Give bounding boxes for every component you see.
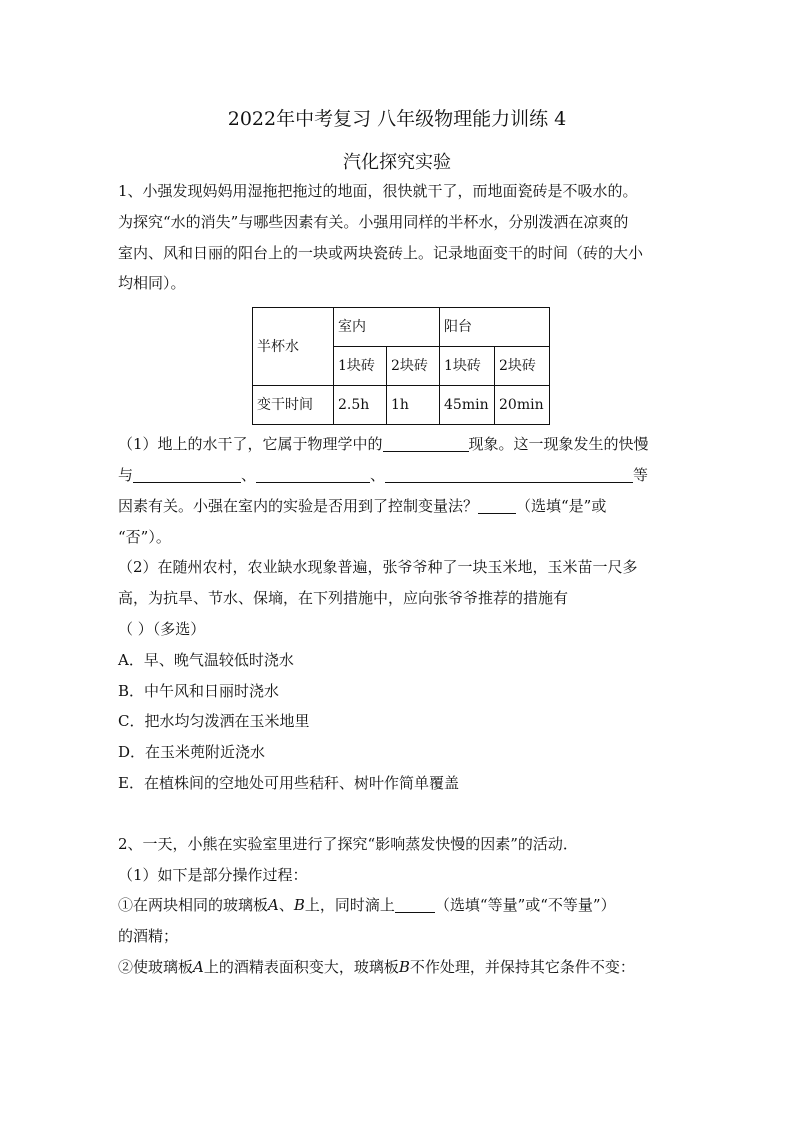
option-a: A．早、晚气温较低时浇水 bbox=[118, 650, 294, 669]
q1-part1-text-b: 现象。这一现象发生的快慢 bbox=[468, 435, 649, 454]
q1-intro-line-3: 室内、风和日丽的阳台上的一块或两块瓷砖上。记录地面变干的时间（砖的大小 bbox=[118, 243, 644, 262]
answer-blank-amount[interactable] bbox=[395, 894, 435, 913]
q1-part1-text-e: 因素有关。小强在室内的实验是否用到了控制变量法？ bbox=[118, 496, 479, 515]
q1-intro-line-4: 均相同）。 bbox=[118, 274, 186, 293]
q1-part1-text-a: （1）地上的水干了，它属于物理学中的 bbox=[118, 435, 383, 454]
q2-step2 bbox=[118, 952, 678, 983]
q2-intro: 2、一天，小熊在实验室里进行了探究“影响蒸发快慢的因素”的活动． bbox=[118, 834, 578, 853]
option-b: B．中午风和日丽时浇水 bbox=[118, 681, 280, 700]
plate-a-label: A bbox=[268, 896, 279, 915]
table-time-2: 1h bbox=[387, 386, 440, 425]
q2-step1-line-1 bbox=[118, 890, 678, 921]
plate-b-label-2: B bbox=[398, 957, 410, 976]
q2-step1-text-b: 上，同时滴上 bbox=[304, 896, 395, 915]
answer-blank-factor-1[interactable] bbox=[133, 464, 241, 483]
q2-step2-text-b: 上的酒精表面积变大，玻璃板 bbox=[203, 957, 399, 976]
q1-intro-line-1: 1、小强发现妈妈用湿拖把拖过的地面，很快就干了，而地面瓷砖是不吸水的。 bbox=[118, 182, 638, 200]
page-title: 2022年中考复习 八年级物理能力训练 4 bbox=[227, 108, 567, 130]
q2-part1: （1）如下是部分操作过程： bbox=[118, 865, 308, 884]
q2-step1-text-c: （选填“等量”或“不等量”） bbox=[434, 896, 616, 915]
table-time-1: 2.5h bbox=[334, 386, 387, 425]
q1-part1-line-2 bbox=[118, 460, 678, 491]
option-e: E．在植株间的空地处可用些秸秆、树叶作简单覆盖 bbox=[118, 773, 459, 792]
q1-part1-text-d: 等 bbox=[633, 465, 649, 484]
separator-2: 、 bbox=[370, 465, 386, 484]
page-subtitle: 汽化探究实验 bbox=[343, 152, 451, 173]
table-sub-1: 1块砖 bbox=[334, 347, 387, 386]
plate-a-label-2: A bbox=[193, 957, 204, 976]
q1-part1-line-3 bbox=[118, 491, 678, 522]
table-group-balcony: 阳台 bbox=[440, 308, 550, 347]
q2-step1-text-a: ①在两块相同的玻璃板 bbox=[118, 896, 269, 915]
q1-part2-line-2: 高，为抗旱、节水、保墒，在下列措施中，应向张爷爷推荐的措施有 bbox=[118, 589, 569, 608]
q1-part1-line-4: “否”）。 bbox=[118, 527, 171, 546]
section-spacer bbox=[118, 799, 678, 829]
q1-part1-text-f: （选填“是”或 bbox=[516, 496, 607, 515]
q2-step2-text-c: 不作处理，并保持其它条件不变： bbox=[409, 957, 635, 976]
q2-step1-sep: 、 bbox=[278, 896, 294, 915]
answer-blank-phenomenon[interactable] bbox=[383, 433, 469, 452]
table-time-label: 变干时间 bbox=[253, 386, 334, 425]
table-group-indoor: 室内 bbox=[334, 308, 440, 347]
q1-part1-text-c: 与 bbox=[118, 465, 134, 484]
table-sub-3: 1块砖 bbox=[440, 347, 495, 386]
separator-1: 、 bbox=[241, 465, 257, 484]
table-sub-4: 2块砖 bbox=[495, 347, 550, 386]
table-sub-2: 2块砖 bbox=[387, 347, 440, 386]
answer-blank-control-variable[interactable] bbox=[478, 495, 516, 514]
table-row-header: 半杯水 bbox=[253, 308, 334, 386]
document-body bbox=[118, 176, 678, 983]
answer-blank-factor-2[interactable] bbox=[256, 464, 370, 483]
experiment-table bbox=[252, 307, 550, 425]
q1-part1-line-1 bbox=[118, 429, 678, 460]
answer-blank-factor-3[interactable] bbox=[385, 464, 633, 483]
plate-b-label: B bbox=[293, 896, 305, 915]
q1-part2-line-1: （2）在随州农村，农业缺水现象普遍，张爷爷种了一块玉米地，玉米苗一尺多 bbox=[118, 558, 638, 577]
q2-step2-text-a: ②使玻璃板 bbox=[118, 957, 194, 976]
table-time-4: 20min bbox=[495, 386, 550, 425]
q1-intro-line-2: 为探究“水的消失”与哪些因素有关。小强用同样的半杯水，分别泼洒在凉爽的 bbox=[118, 212, 629, 231]
option-c: C．把水均匀泼洒在玉米地里 bbox=[118, 712, 310, 731]
table-time-3: 45min bbox=[440, 386, 495, 425]
option-d: D．在玉米蔸附近浇水 bbox=[118, 743, 266, 762]
q1-part2-line-3: （ ）（多选） bbox=[118, 619, 206, 638]
q2-step1-line-2: 的酒精； bbox=[118, 927, 179, 946]
